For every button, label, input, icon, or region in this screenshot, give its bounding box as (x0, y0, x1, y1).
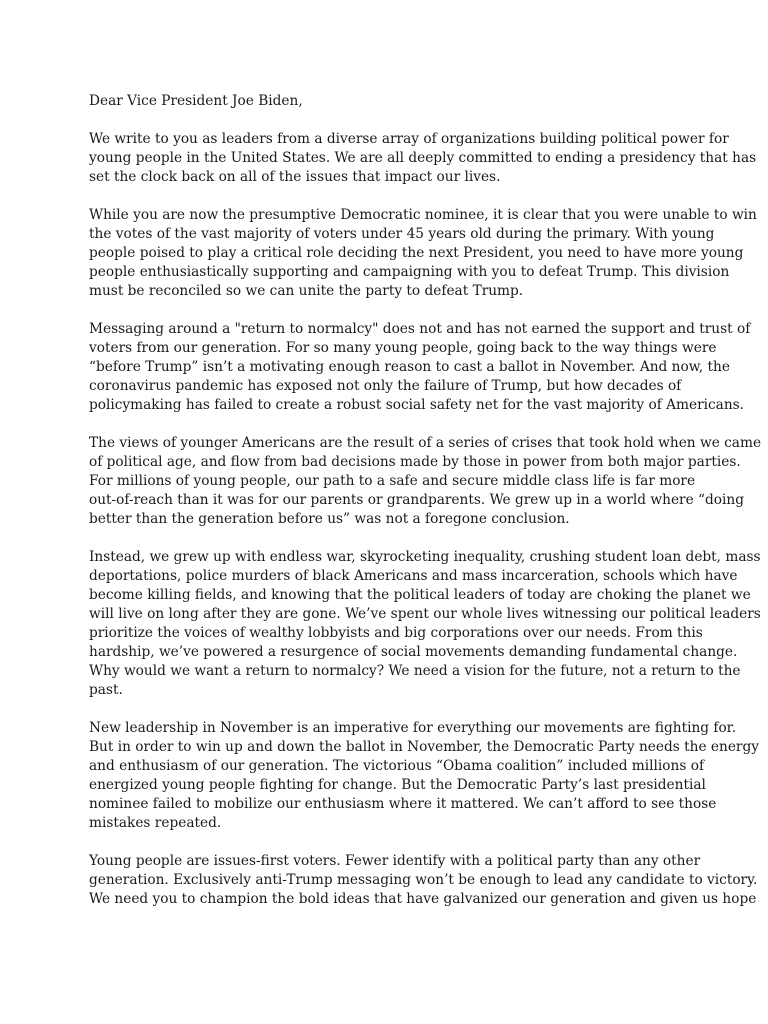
paragraph-line: people poised to play a critical role deciding the next President, you need to have more young (89, 245, 744, 261)
paragraph-3 (89, 320, 751, 415)
paragraph-line: For millions of young people, our path to a safe and secure middle class life is far more (89, 473, 696, 489)
paragraph-line: While you are now the presumptive Democratic nominee, it is clear that you were unable to win (89, 207, 757, 223)
paragraph-4 (89, 434, 762, 529)
paragraph-line: Why would we want a return to normalcy? We need a vision for the future, not a return to the (89, 663, 741, 679)
paragraph-line: past. (89, 682, 123, 698)
paragraph-line: set the clock back on all of the issues that impact our lives. (89, 169, 501, 185)
paragraph-line: hardship, we’ve powered a resurgence of social movements demanding fundamental change. (89, 644, 738, 660)
paragraph-line: out-of-reach than it was for our parents or grandparents. We grew up in a world where “doing (89, 492, 745, 508)
paragraph-line: The views of younger Americans are the result of a series of crises that took hold when we came (89, 435, 762, 451)
paragraph-line: We write to you as leaders from a diverse array of organizations building political power for (89, 131, 729, 147)
paragraph-7 (89, 852, 758, 909)
paragraph-line: mistakes repeated. (89, 815, 222, 831)
paragraph-line: Instead, we grew up with endless war, skyrocketing inequality, crushing student loan debt, mass (89, 549, 761, 565)
paragraph-line: coronavirus pandemic has exposed not only the failure of Trump, but how decades of (89, 378, 682, 394)
paragraph-line: But in order to win up and down the ballot in November, the Democratic Party needs the energy (89, 739, 759, 755)
paragraph-line: nominee failed to mobilize our enthusiasm where it mattered. We can’t afford to see those (89, 796, 717, 812)
paragraph-1 (89, 130, 757, 187)
paragraph-6 (89, 719, 759, 833)
paragraph-line: Young people are issues-first voters. Fewer identify with a political party than any other (89, 853, 701, 869)
paragraph-line: deportations, police murders of black Americans and mass incarceration, schools which have (89, 568, 738, 584)
paragraph-line: become killing fields, and knowing that the political leaders of today are choking the planet we (89, 587, 751, 603)
paragraph-line: “before Trump” isn’t a motivating enough reason to cast a ballot in November. And now, the (89, 359, 730, 375)
paragraph-line: will live on long after they are gone. We’ve spent our whole lives witnessing our political leaders (89, 606, 761, 622)
paragraph-line: of political age, and flow from bad decisions made by those in power from both major parties. (89, 454, 741, 470)
paragraph-line: better than the generation before us” was not a foregone conclusion. (89, 511, 570, 527)
paragraph-line: must be reconciled so we can unite the party to defeat Trump. (89, 283, 524, 299)
paragraph-line: We need you to champion the bold ideas that have galvanized our generation and given us hope (89, 891, 757, 907)
paragraph-line: generation. Exclusively anti-Trump messaging won’t be enough to lead any candidate to victory. (89, 872, 758, 888)
paragraph-line: voters from our generation. For so many young people, going back to the way things were (89, 340, 717, 356)
salutation: Dear Vice President Joe Biden, (89, 93, 303, 109)
paragraph-2 (89, 206, 757, 301)
paragraph-line: New leadership in November is an imperative for everything our movements are fighting for. (89, 720, 737, 736)
paragraph-line: and enthusiasm of our generation. The victorious “Obama coalition” included millions of (89, 758, 705, 774)
paragraph-line: people enthusiastically supporting and campaigning with you to defeat Trump. This division (89, 264, 730, 280)
paragraph-line: energized young people fighting for change. But the Democratic Party’s last presidential (89, 777, 706, 793)
paragraph-5 (89, 548, 761, 700)
paragraph-line: young people in the United States. We are all deeply committed to ending a presidency that has (89, 150, 757, 166)
paragraph-line: policymaking has failed to create a robust social safety net for the vast majority of Americans. (89, 397, 745, 413)
paragraph-line: Messaging around a "return to normalcy" does not and has not earned the support and trust of (89, 321, 751, 337)
paragraph-line: prioritize the voices of wealthy lobbyists and big corporations over our needs. From this (89, 625, 703, 641)
paragraph-line: the votes of the vast majority of voters under 45 years old during the primary. With young (89, 226, 715, 242)
